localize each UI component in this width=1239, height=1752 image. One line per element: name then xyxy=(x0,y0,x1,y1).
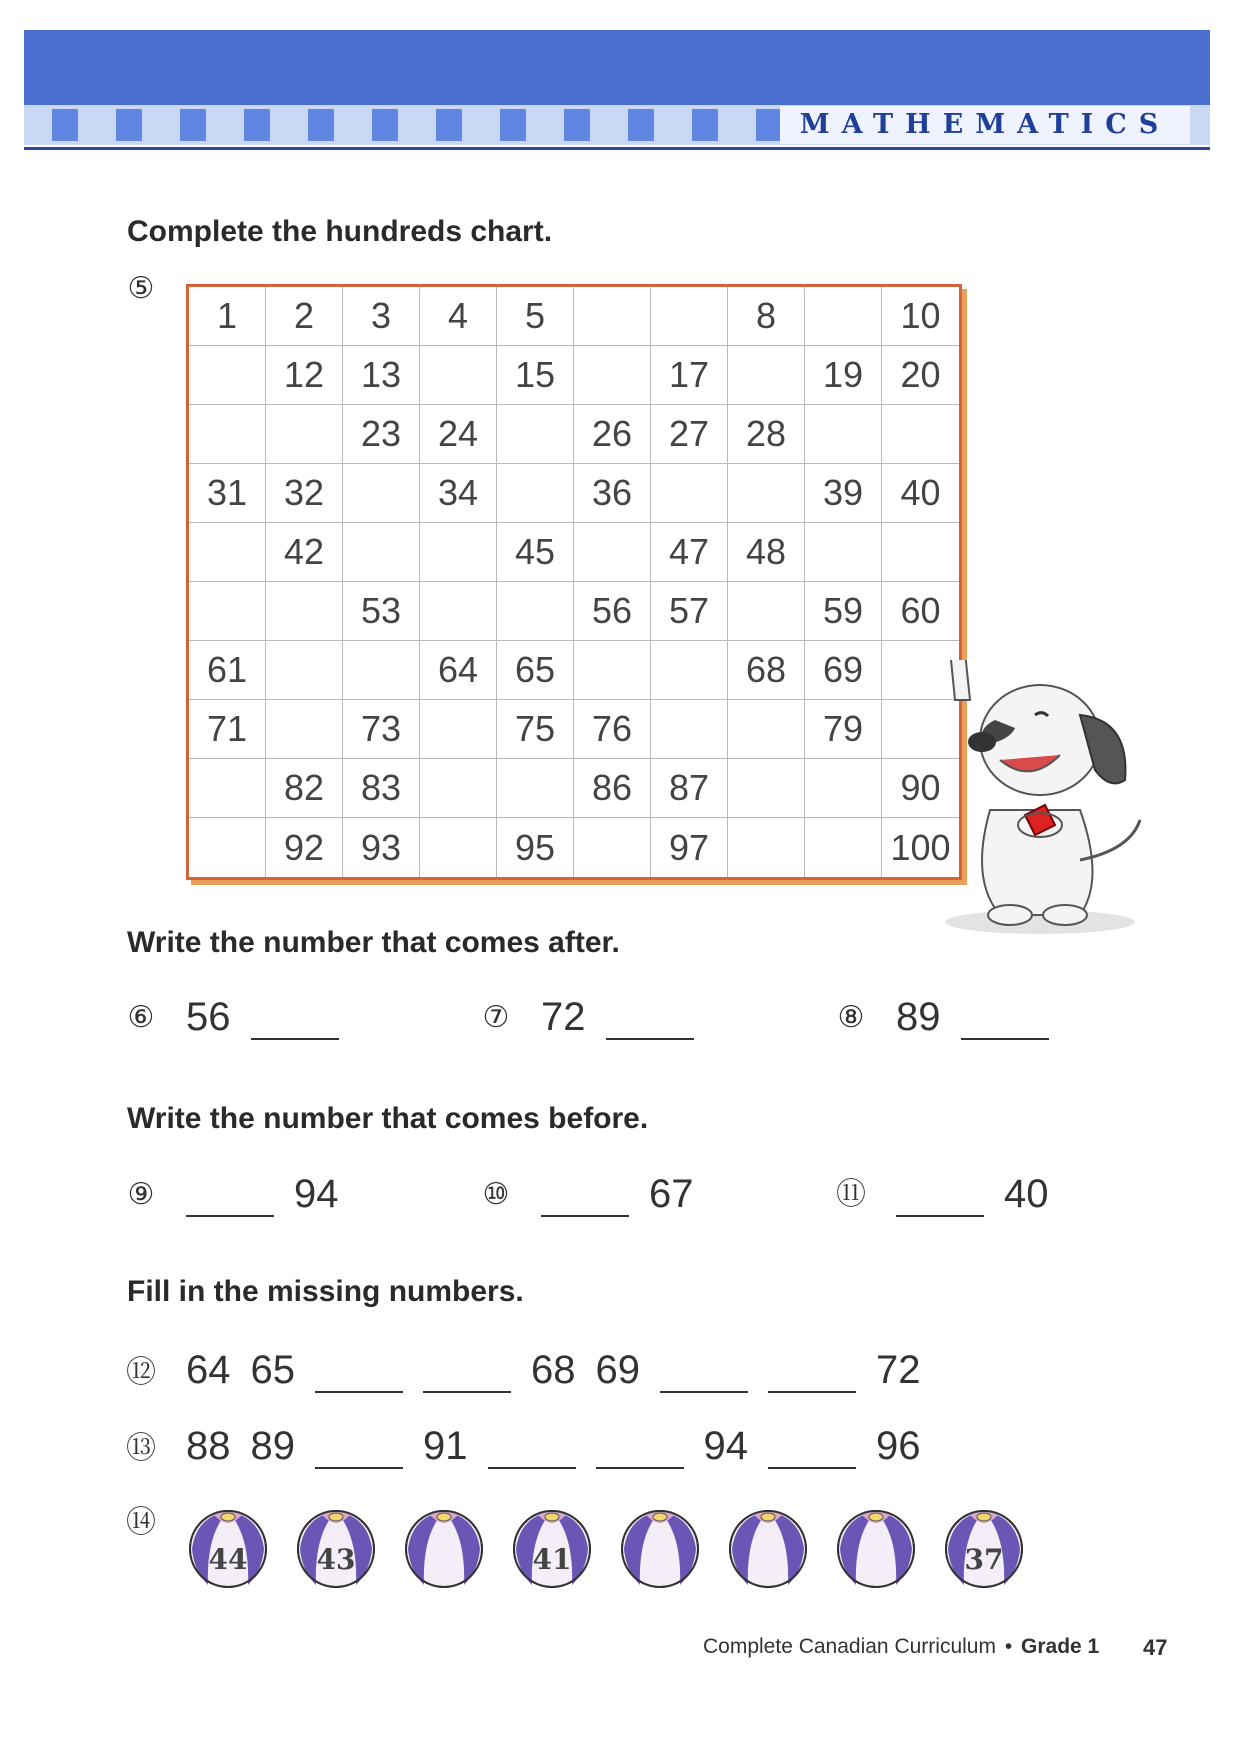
chart-cell: 8 xyxy=(728,287,805,346)
chart-cell-empty[interactable] xyxy=(574,818,651,877)
question-number: ⑦ xyxy=(482,1001,510,1034)
given-number: 40 xyxy=(1004,1172,1049,1216)
chart-cell-empty[interactable] xyxy=(805,405,882,464)
sequence-number: 94 xyxy=(703,1424,748,1468)
sequence-row-13 xyxy=(176,1424,931,1469)
chart-cell: 5 xyxy=(497,287,574,346)
chart-cell: 31 xyxy=(189,464,266,523)
chart-cell-empty[interactable] xyxy=(420,759,497,818)
chart-cell-empty[interactable] xyxy=(420,582,497,641)
heading-hundreds-chart: Complete the hundreds chart. xyxy=(127,215,553,248)
given-number: 56 xyxy=(186,995,231,1039)
chart-cell: 92 xyxy=(266,818,343,877)
answer-row xyxy=(176,1172,349,1217)
chart-cell: 42 xyxy=(266,523,343,582)
question-number-14: ⑭ xyxy=(126,1506,156,1539)
chart-cell: 64 xyxy=(420,641,497,700)
chart-cell-empty[interactable] xyxy=(728,700,805,759)
chart-cell-empty[interactable] xyxy=(728,346,805,405)
answer-blank[interactable] xyxy=(606,998,694,1040)
number-ball[interactable] xyxy=(618,1505,702,1589)
chart-cell-empty[interactable] xyxy=(343,523,420,582)
chart-cell-empty[interactable] xyxy=(420,818,497,877)
strip-square xyxy=(500,109,526,141)
ball-number: 43 xyxy=(316,1543,356,1576)
chart-cell-empty[interactable] xyxy=(497,759,574,818)
sequence-number: 88 xyxy=(186,1424,231,1468)
strip-square xyxy=(692,109,718,141)
chart-cell: 26 xyxy=(574,405,651,464)
chart-cell-empty[interactable] xyxy=(805,818,882,877)
chart-cell: 48 xyxy=(728,523,805,582)
strip-square xyxy=(180,109,206,141)
question-number: ⑧ xyxy=(837,1001,865,1034)
chart-cell-empty[interactable] xyxy=(497,405,574,464)
chart-cell-empty[interactable] xyxy=(266,641,343,700)
chart-cell: 36 xyxy=(574,464,651,523)
given-number: 94 xyxy=(294,1172,339,1216)
chart-cell: 47 xyxy=(651,523,728,582)
chart-cell-empty[interactable] xyxy=(420,700,497,759)
chart-cell-empty[interactable] xyxy=(651,641,728,700)
number-ball[interactable] xyxy=(402,1505,486,1589)
chart-cell-empty[interactable] xyxy=(574,287,651,346)
heading-comes-after: Write the number that comes after. xyxy=(127,926,620,959)
dog-illustration xyxy=(930,660,1160,940)
given-number: 67 xyxy=(649,1172,694,1216)
chart-cell-empty[interactable] xyxy=(574,523,651,582)
chart-cell: 59 xyxy=(805,582,882,641)
chart-cell: 68 xyxy=(728,641,805,700)
sequence-blank[interactable] xyxy=(768,1351,856,1393)
chart-cell-empty[interactable] xyxy=(497,464,574,523)
answer-row xyxy=(531,1172,704,1217)
chart-cell-empty[interactable] xyxy=(651,287,728,346)
chart-cell: 73 xyxy=(343,700,420,759)
answer-row xyxy=(176,995,349,1040)
chart-cell-empty[interactable] xyxy=(882,523,959,582)
chart-cell-empty[interactable] xyxy=(728,759,805,818)
answer-blank[interactable] xyxy=(186,1175,274,1217)
question-number-12: ⑫ xyxy=(126,1356,156,1389)
strip-square xyxy=(52,109,78,141)
chart-cell-empty[interactable] xyxy=(805,759,882,818)
ball-number: 41 xyxy=(532,1543,572,1576)
chart-cell-empty[interactable] xyxy=(189,818,266,877)
chart-cell: 82 xyxy=(266,759,343,818)
chart-cell: 34 xyxy=(420,464,497,523)
sequence-blank[interactable] xyxy=(315,1427,403,1469)
chart-cell-empty[interactable] xyxy=(189,523,266,582)
strip-square xyxy=(756,109,782,141)
sequence-blank[interactable] xyxy=(768,1427,856,1469)
chart-cell: 93 xyxy=(343,818,420,877)
chart-cell-empty[interactable] xyxy=(189,759,266,818)
header-underline xyxy=(24,147,1210,150)
chart-cell-empty[interactable] xyxy=(189,582,266,641)
chart-cell: 3 xyxy=(343,287,420,346)
strip-square xyxy=(564,109,590,141)
chart-cell-empty[interactable] xyxy=(189,405,266,464)
chart-cell-empty[interactable] xyxy=(497,582,574,641)
chart-cell: 20 xyxy=(882,346,959,405)
subject-label: MATHEMATICS xyxy=(780,106,1190,144)
sequence-row-12 xyxy=(176,1348,931,1393)
sequence-number: 69 xyxy=(595,1348,640,1392)
chart-cell-empty[interactable] xyxy=(266,582,343,641)
sequence-blank[interactable] xyxy=(488,1427,576,1469)
chart-cell-empty[interactable] xyxy=(266,700,343,759)
header-banner xyxy=(24,30,1210,105)
chart-cell: 79 xyxy=(805,700,882,759)
chart-cell-empty[interactable] xyxy=(343,464,420,523)
question-number: ⑨ xyxy=(127,1178,155,1211)
footer-bullet: • xyxy=(1004,1635,1013,1658)
footer-book: Complete Canadian Curriculum xyxy=(703,1635,996,1658)
chart-cell-empty[interactable] xyxy=(189,346,266,405)
chart-cell-empty[interactable] xyxy=(266,405,343,464)
question-number-13: ⑬ xyxy=(126,1432,156,1465)
sequence-number: 65 xyxy=(250,1348,295,1392)
page-number: 47 xyxy=(1143,1635,1168,1660)
number-ball xyxy=(294,1505,378,1589)
footer-grade: Grade 1 xyxy=(1021,1635,1100,1658)
sequence-blank[interactable] xyxy=(660,1351,748,1393)
chart-cell: 28 xyxy=(728,405,805,464)
sequence-number: 89 xyxy=(250,1424,295,1468)
chart-cell: 61 xyxy=(189,641,266,700)
ball-number: 44 xyxy=(208,1543,248,1576)
chart-cell: 69 xyxy=(805,641,882,700)
chart-cell: 40 xyxy=(882,464,959,523)
chart-cell: 76 xyxy=(574,700,651,759)
chart-cell: 4 xyxy=(420,287,497,346)
chart-cell: 71 xyxy=(189,700,266,759)
strip-square xyxy=(436,109,462,141)
heading-missing-numbers: Fill in the missing numbers. xyxy=(127,1275,524,1308)
answer-blank[interactable] xyxy=(896,1175,984,1217)
footer-book-title xyxy=(703,1635,1099,1659)
chart-cell: 75 xyxy=(497,700,574,759)
number-ball[interactable] xyxy=(834,1505,918,1589)
chart-cell-empty[interactable] xyxy=(420,523,497,582)
chart-cell: 95 xyxy=(497,818,574,877)
chart-cell: 15 xyxy=(497,346,574,405)
chart-cell: 97 xyxy=(651,818,728,877)
ball-number: 37 xyxy=(964,1543,1004,1576)
chart-cell: 17 xyxy=(651,346,728,405)
given-number: 72 xyxy=(541,995,586,1039)
chart-cell-empty[interactable] xyxy=(728,464,805,523)
chart-cell-empty[interactable] xyxy=(805,523,882,582)
number-ball xyxy=(510,1505,594,1589)
answer-blank[interactable] xyxy=(961,998,1049,1040)
chart-cell-empty[interactable] xyxy=(805,287,882,346)
answer-row xyxy=(531,995,704,1040)
chart-cell: 19 xyxy=(805,346,882,405)
chart-cell: 39 xyxy=(805,464,882,523)
heading-comes-before: Write the number that comes before. xyxy=(127,1102,649,1135)
chart-cell-empty[interactable] xyxy=(651,700,728,759)
strip-square xyxy=(372,109,398,141)
chart-cell: 12 xyxy=(266,346,343,405)
chart-cell-empty[interactable] xyxy=(343,641,420,700)
chart-cell: 27 xyxy=(651,405,728,464)
given-number: 89 xyxy=(896,995,941,1039)
chart-cell-empty[interactable] xyxy=(728,582,805,641)
chart-cell-empty[interactable] xyxy=(420,346,497,405)
strip-square xyxy=(244,109,270,141)
sequence-number: 91 xyxy=(423,1424,468,1468)
sequence-number: 64 xyxy=(186,1348,231,1392)
sequence-number: 68 xyxy=(531,1348,576,1392)
chart-cell: 86 xyxy=(574,759,651,818)
sequence-number: 72 xyxy=(876,1348,921,1392)
number-ball xyxy=(942,1505,1026,1589)
number-ball[interactable] xyxy=(726,1505,810,1589)
strip-square xyxy=(116,109,142,141)
question-number: ⑩ xyxy=(482,1178,510,1211)
chart-cell: 10 xyxy=(882,287,959,346)
sequence-blank[interactable] xyxy=(315,1351,403,1393)
sequence-blank[interactable] xyxy=(423,1351,511,1393)
chart-cell: 24 xyxy=(420,405,497,464)
hundreds-chart xyxy=(186,284,962,880)
chart-cell: 56 xyxy=(574,582,651,641)
chart-cell: 100 xyxy=(890,826,951,868)
chart-cell-empty[interactable] xyxy=(651,464,728,523)
chart-cell: 57 xyxy=(651,582,728,641)
chart-cell: 1 xyxy=(189,287,266,346)
question-number: ⑪ xyxy=(836,1178,866,1211)
question-number: ⑥ xyxy=(127,1001,155,1034)
chart-cell: 83 xyxy=(343,759,420,818)
chart-cell: 23 xyxy=(343,405,420,464)
chart-cell: 90 xyxy=(882,759,959,818)
chart-cell: 65 xyxy=(497,641,574,700)
chart-cell-empty[interactable] xyxy=(728,818,805,877)
chart-cell-empty[interactable] xyxy=(882,405,959,464)
chart-cell: 53 xyxy=(343,582,420,641)
chart-cell: 87 xyxy=(651,759,728,818)
answer-blank[interactable] xyxy=(251,998,339,1040)
chart-cell: 13 xyxy=(343,346,420,405)
number-ball xyxy=(186,1505,270,1589)
answer-row xyxy=(886,995,1059,1040)
chart-cell: 32 xyxy=(266,464,343,523)
strip-square xyxy=(628,109,654,141)
chart-cell: 45 xyxy=(497,523,574,582)
chart-cell-empty[interactable] xyxy=(574,346,651,405)
chart-cell: 2 xyxy=(266,287,343,346)
chart-cell-empty[interactable] xyxy=(574,641,651,700)
chart-cell: 60 xyxy=(882,582,959,641)
strip-square xyxy=(308,109,334,141)
answer-blank[interactable] xyxy=(541,1175,629,1217)
question-number-5: ⑤ xyxy=(127,272,155,305)
sequence-number: 96 xyxy=(876,1424,921,1468)
sequence-blank[interactable] xyxy=(596,1427,684,1469)
answer-row xyxy=(886,1172,1059,1217)
